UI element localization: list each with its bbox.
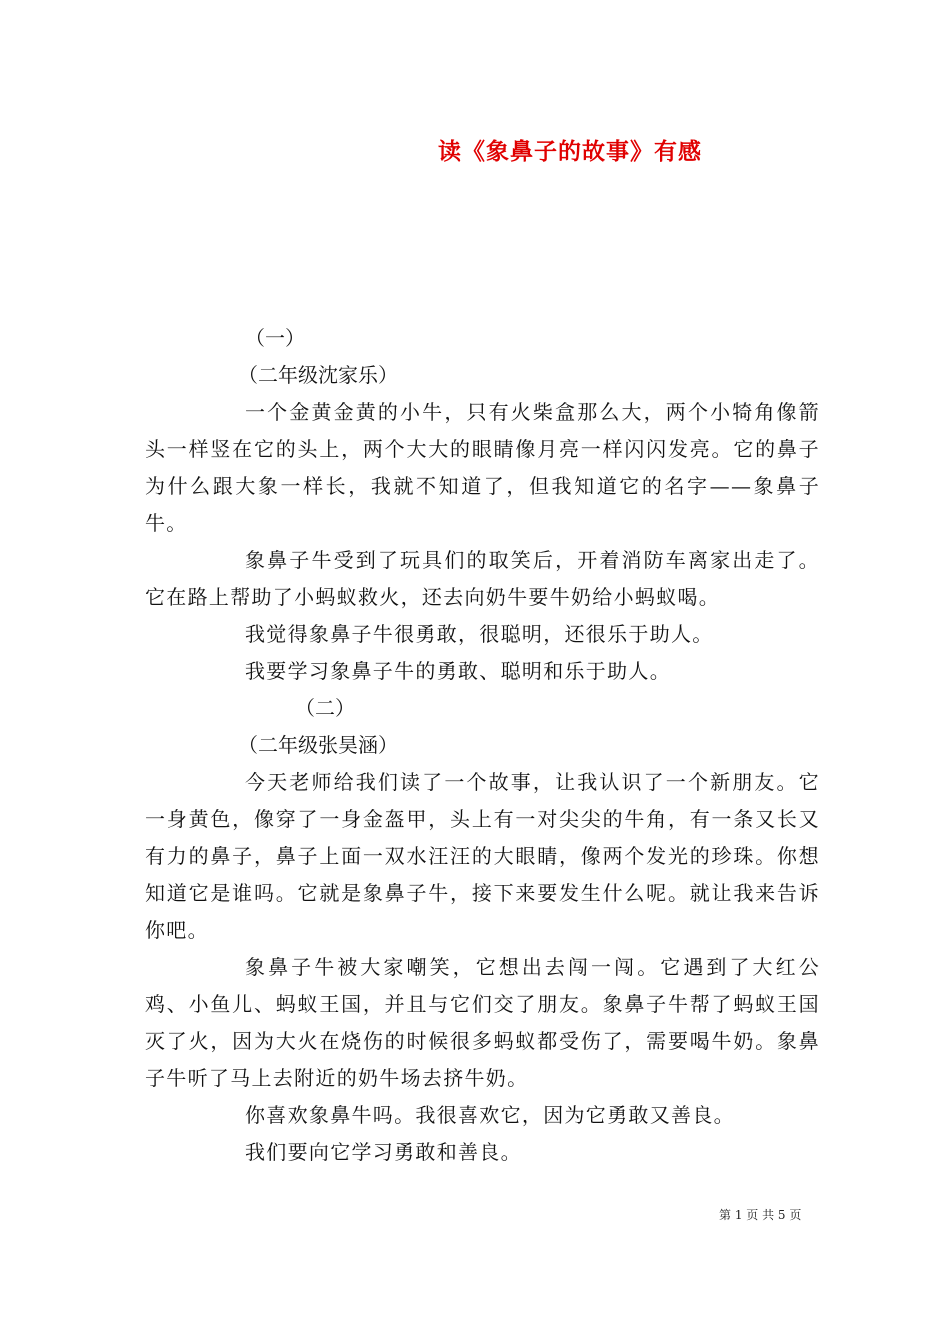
section-byline: （二年级沈家乐） — [238, 363, 398, 387]
paragraph: 我们要向它学习勇敢和善良。 — [245, 1140, 522, 1164]
document-body — [145, 320, 820, 1171]
section-heading: （二） — [295, 696, 355, 720]
paragraph: 我要学习象鼻子牛的勇敢、聪明和乐于助人。 — [245, 659, 671, 683]
paragraph: 一个金黄金黄的小牛，只有火柴盒那么大，两个小犄角像箭头一样竖在它的头上，两个大大的眼睛像月亮一样闪闪发亮。它的鼻子为什么跟大象一样长，我就不知道了，但我知道它的名字——象鼻子牛。 — [145, 400, 820, 535]
page-number: 第 1 页 共 5 页 — [719, 1208, 802, 1222]
paragraph: 你喜欢象鼻牛吗。我很喜欢它，因为它勇敢又善良。 — [245, 1103, 735, 1127]
section-heading: （一） — [245, 326, 305, 350]
paragraph: 我觉得象鼻子牛很勇敢，很聪明，还很乐于助人。 — [245, 622, 714, 646]
paragraph: 今天老师给我们读了一个故事，让我认识了一个新朋友。它一身黄色，像穿了一身金盔甲，头上有一对尖尖的牛角，有一条又长又有力的鼻子，鼻子上面一双水汪汪的大眼睛，像两个发光的珍珠。你想知道它是谁吗。它就是象鼻子牛，接下来要发生什么呢。就让我来告诉你吧。 — [145, 770, 820, 942]
paragraph: 象鼻子牛被大家嘲笑，它想出去闯一闯。它遇到了大红公鸡、小鱼儿、蚂蚁王国，并且与它们交了朋友。象鼻子牛帮了蚂蚁王国灭了火，因为大火在烧伤的时候很多蚂蚁都受伤了，需要喝牛奶。象鼻子牛听了马上去附近的奶牛场去挤牛奶。 — [145, 955, 820, 1090]
section-byline: （二年级张昊涵） — [238, 733, 398, 757]
paragraph: 象鼻子牛受到了玩具们的取笑后，开着消防车离家出走了。它在路上帮助了小蚂蚁救火，还去向奶牛要牛奶给小蚂蚁喝。 — [145, 548, 820, 609]
document-title: 读《象鼻子的故事》有感 — [438, 138, 702, 165]
